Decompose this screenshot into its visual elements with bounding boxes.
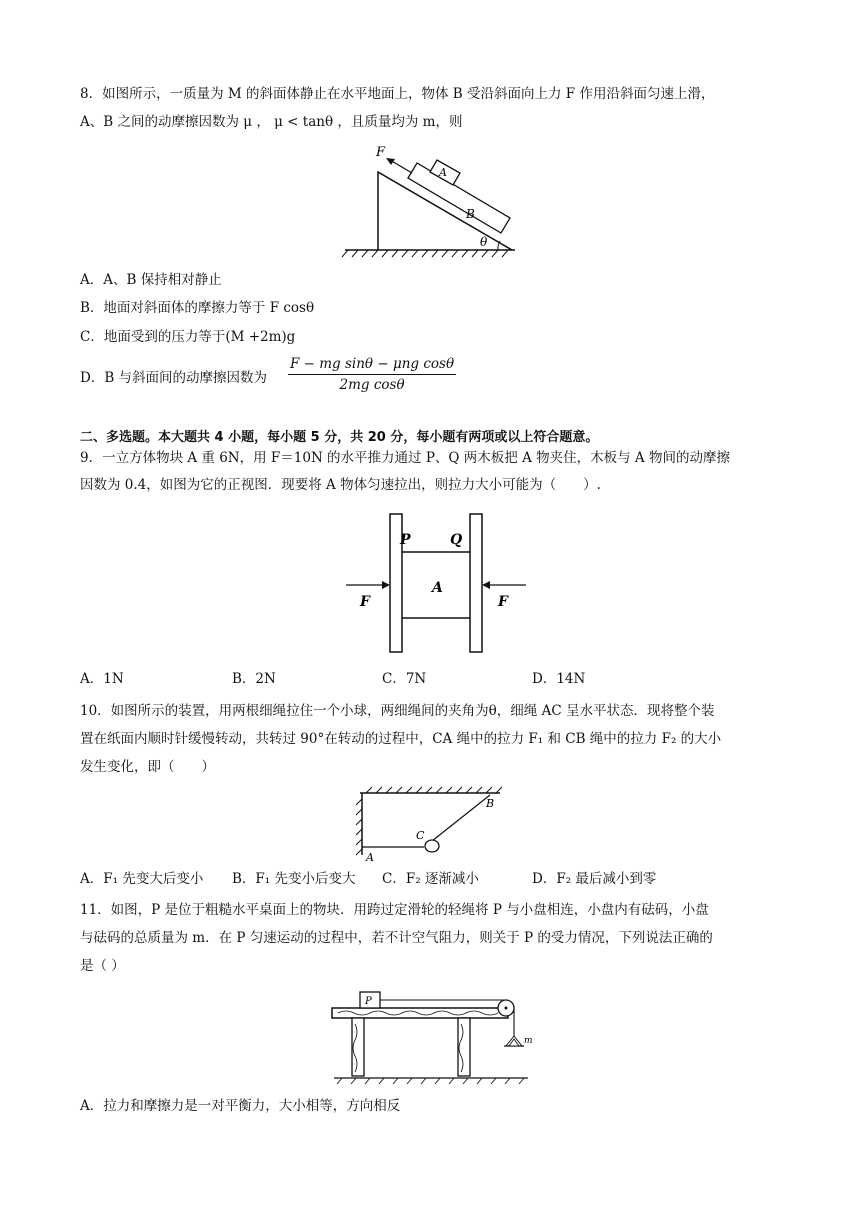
q8-fig-label-theta: θ (480, 235, 488, 249)
q11-stem-line3: 是（ ） (80, 958, 125, 974)
q10-stem-line1: 10．如图所示的装置，用两根细绳拉住一个小球，两细绳间的夹角为θ，细绳 AC 呈水平状态．现将整个装 (80, 703, 715, 719)
q8-option-c: C．地面受到的压力等于(M +2m)g (80, 329, 296, 345)
q8-option-a: A．A、B 保持相对静止 (80, 272, 222, 288)
q10-option-b: B．F₁ 先变小后变大 (232, 871, 356, 887)
q8-incline-figure (340, 140, 520, 260)
q11-table-figure (328, 984, 538, 1086)
q11-stem-line2: 与砝码的总质量为 m．在 P 匀速运动的过程中，若不计空气阻力，则关于 P 的受力情况，下列说法正确的 (80, 930, 713, 946)
q11-fig-label-p: P (365, 996, 372, 1007)
q11-fig-label-m: m (524, 1036, 533, 1046)
q8-option-d-fraction (288, 356, 456, 393)
q11-stem-line1: 11．如图，P 是位于粗糙水平桌面上的物块．用跨过定滑轮的轻绳将 P 与小盘相连，小盘内有砝码，小盘 (80, 902, 709, 918)
q8-option-d-prefix: D．B 与斜面间的动摩擦因数为 (80, 370, 268, 386)
q8-stem-line1: 8．如图所示，一质量为 M 的斜面体静止在水平地面上，物体 B 受沿斜面向上力 F 作用沿斜面匀速上滑， (80, 86, 715, 102)
section-2-heading: 二、多选题。本大题共 4 小题，每小题 5 分，共 20 分，每小题有两项或以上符合题意。 (80, 430, 599, 445)
q9-fig-label-p: P (400, 532, 411, 548)
q9-board-figure (340, 508, 530, 658)
q9-fig-label-f-right: F (498, 594, 508, 610)
q9-stem-line1: 9．一立方体物块 A 重 6N，用 F＝10N 的水平推力通过 P、Q 两木板把 A 物夹住，木板与 A 物间的动摩擦 (80, 450, 730, 466)
q11-option-a: A．拉力和摩擦力是一对平衡力，大小相等，方向相反 (80, 1098, 401, 1114)
q10-fig-label-a: A (366, 851, 374, 863)
q10-fig-label-b: B (486, 797, 495, 810)
q9-stem-line2: 因数为 0.4，如图为它的正视图．现要将 A 物体匀速拉出，则拉力大小可能为（ ）. (80, 477, 601, 493)
q10-stem-line3: 发生变化，即（ ） (80, 759, 215, 775)
q8-fig-label-b: B (466, 207, 475, 221)
q10-option-a: A．F₁ 先变大后变小 (80, 871, 204, 887)
q10-option-d: D．F₂ 最后减小到零 (532, 871, 657, 887)
q9-option-b: B．2N (232, 671, 276, 687)
q9-option-a: A．1N (80, 671, 124, 687)
q10-rope-figure (350, 783, 510, 863)
q9-option-d: D．14N (532, 671, 586, 687)
q10-stem-line2: 置在纸面内顺时针缓慢转动，共转过 90°在转动的过程中，CA 绳中的拉力 F₁ 和 CB 绳中的拉力 F₂ 的大小 (80, 731, 722, 747)
q8-option-d-denominator: 2mg cosθ (339, 377, 405, 393)
q8-fig-label-f: F (376, 145, 386, 160)
q8-stem-line2: A、B 之间的动摩擦因数为 μ ， μ < tanθ ，且质量均为 m，则 (80, 114, 463, 130)
q9-option-c: C．7N (382, 671, 427, 687)
q9-fig-label-a: A (432, 580, 443, 596)
q10-fig-label-c: C (416, 829, 425, 842)
q10-option-c: C．F₂ 逐渐减小 (382, 871, 479, 887)
q9-fig-label-f-left: F (360, 594, 370, 610)
q8-fig-label-a: A (439, 166, 447, 179)
q8-option-d-numerator: F − mg sinθ − μng cosθ (288, 356, 456, 375)
q8-option-b: B．地面对斜面体的摩擦力等于 F cosθ (80, 300, 315, 316)
q9-fig-label-q: Q (450, 532, 463, 548)
